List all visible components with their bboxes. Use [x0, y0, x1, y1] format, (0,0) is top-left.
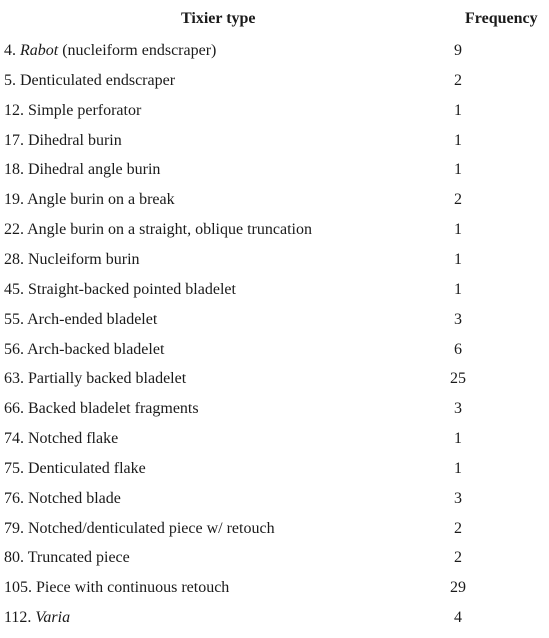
frequency-cell: 2 [454, 191, 462, 209]
header-frequency: Frequency [465, 10, 538, 27]
frequency-cell: 3 [454, 489, 462, 507]
type-name: Angle burin on a straight, oblique truncation [27, 221, 312, 239]
table-row [0, 400, 549, 428]
tixier-type-cell [4, 132, 122, 150]
frequency-cell: 2 [454, 519, 462, 537]
tixier-type-cell [4, 549, 130, 567]
table-row [0, 102, 549, 130]
type-number: 56. [4, 340, 24, 358]
frequency-cell: 3 [454, 400, 462, 418]
table-row [0, 161, 549, 189]
type-name: Backed bladelet fragments [28, 400, 199, 418]
tixier-type-cell [4, 609, 70, 627]
type-number: 22. [4, 221, 24, 239]
type-number: 76. [4, 489, 24, 507]
frequency-cell: 6 [454, 340, 462, 358]
type-number: 80. [4, 549, 24, 567]
tixier-type-cell [4, 430, 118, 448]
frequency-cell: 29 [450, 579, 466, 597]
table-row [0, 281, 549, 309]
frequency-cell: 3 [454, 310, 462, 328]
table-row [0, 72, 549, 100]
type-number: 45. [4, 280, 24, 298]
table-row [0, 42, 549, 70]
frequency-cell: 1 [454, 101, 462, 119]
frequency-cell: 1 [454, 459, 462, 477]
tixier-type-cell [4, 72, 175, 90]
type-name-suffix: (nucleiform endscraper) [58, 42, 217, 59]
tixier-type-cell [4, 490, 121, 508]
table-row [0, 132, 549, 160]
type-number: 4. [4, 42, 16, 59]
frequency-cell: 1 [454, 221, 462, 239]
table-row [0, 191, 549, 219]
type-number: 74. [4, 430, 24, 448]
type-name: Notched/denticulated piece w/ retouch [28, 519, 275, 537]
type-number: 18. [4, 161, 24, 179]
type-name: Nucleiform burin [28, 250, 140, 268]
tixier-type-cell [4, 42, 216, 60]
header-tixier-type: Tixier type [181, 10, 256, 27]
tixier-type-cell [4, 341, 164, 359]
table-row [0, 221, 549, 249]
frequency-cell: 1 [454, 280, 462, 298]
table-row [0, 490, 549, 518]
type-name: Angle burin on a break [27, 191, 175, 209]
type-number: 75. [4, 459, 24, 477]
type-name: Notched blade [28, 489, 121, 507]
type-name: Denticulated flake [28, 459, 146, 477]
type-name: Denticulated endscraper [20, 71, 176, 89]
frequency-cell: 2 [454, 549, 462, 567]
type-name: Partially backed bladelet [28, 370, 187, 388]
tixier-type-cell [4, 102, 141, 120]
frequency-cell: 2 [454, 71, 462, 89]
table-row [0, 251, 549, 279]
tixier-type-cell [4, 221, 312, 239]
table-header [0, 10, 549, 34]
type-name: Dihedral angle burin [28, 161, 161, 179]
table-row [0, 311, 549, 339]
type-number: 63. [4, 370, 24, 388]
frequency-cell: 1 [454, 430, 462, 448]
type-number: 28. [4, 250, 24, 268]
type-number: 66. [4, 400, 24, 418]
type-name: Arch-backed bladelet [27, 340, 165, 358]
tixier-type-cell [4, 161, 160, 179]
tixier-type-cell [4, 311, 157, 329]
type-name: Rabot [20, 42, 59, 59]
tixier-type-cell [4, 191, 175, 209]
type-number: 55. [4, 310, 24, 328]
tixier-type-cell [4, 400, 199, 418]
frequency-cell: 25 [450, 370, 466, 388]
type-name: Notched flake [28, 430, 119, 448]
type-number: 112. [4, 609, 32, 627]
type-name: Straight-backed pointed bladelet [28, 280, 236, 298]
table-row [0, 341, 549, 369]
type-number: 19. [4, 191, 24, 209]
table-row [0, 430, 549, 458]
tixier-type-cell [4, 460, 146, 478]
tixier-type-cell [4, 281, 236, 299]
frequency-cell: 4 [454, 609, 462, 627]
table-row [0, 460, 549, 488]
type-number: 5. [4, 71, 16, 89]
tixier-type-cell [4, 251, 140, 269]
type-name: Truncated piece [27, 549, 130, 567]
frequency-cell: 1 [454, 161, 462, 179]
table-row [0, 609, 549, 637]
table-row [0, 370, 549, 398]
type-number: 105. [4, 579, 32, 597]
table-row [0, 520, 549, 548]
type-name: Piece with continuous retouch [36, 579, 230, 597]
frequency-cell: 1 [454, 131, 462, 149]
type-number: 79. [4, 519, 24, 537]
type-name: Varia [35, 609, 71, 627]
table-row [0, 579, 549, 607]
type-name: Simple perforator [28, 101, 142, 119]
type-name: Arch-ended bladelet [27, 310, 158, 328]
table-row [0, 549, 549, 577]
type-number: 17. [4, 131, 24, 149]
tixier-type-cell [4, 370, 186, 388]
tixier-type-cell [4, 520, 275, 538]
frequency-cell: 1 [454, 250, 462, 268]
tixier-type-cell [4, 579, 229, 597]
type-number: 12. [4, 101, 24, 119]
type-name: Dihedral burin [28, 131, 122, 149]
frequency-cell: 9 [454, 42, 462, 59]
